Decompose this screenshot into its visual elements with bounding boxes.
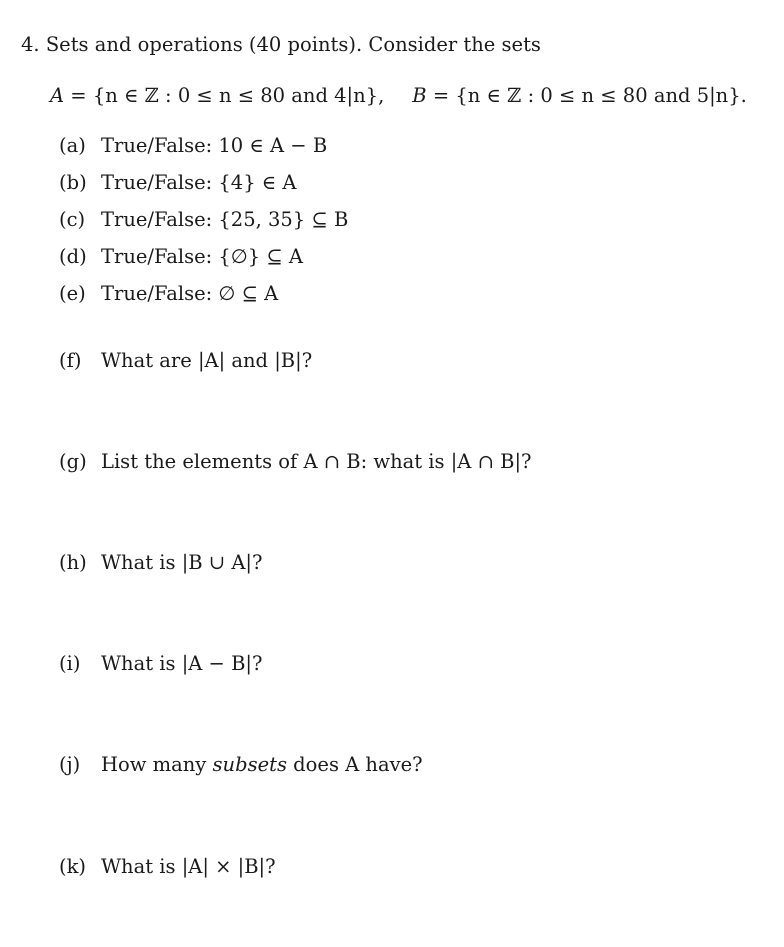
part-i bbox=[59, 651, 262, 677]
part-e bbox=[59, 281, 278, 307]
part-b bbox=[59, 170, 297, 196]
part-a bbox=[59, 133, 327, 159]
part-k-text: What is |A| × |B|? bbox=[101, 855, 276, 878]
part-h-label: (h) bbox=[59, 551, 87, 574]
set-a-body: = {n ∈ ℤ : 0 ≤ n ≤ 80 and 4|n}, bbox=[64, 84, 385, 107]
part-f-text: What are |A| and |B|? bbox=[101, 349, 313, 372]
part-j-text-after: does A have? bbox=[286, 753, 423, 776]
part-f-label: (f) bbox=[59, 349, 82, 372]
problem-intro: Consider the sets bbox=[368, 33, 541, 56]
part-j-emphasis: subsets bbox=[212, 753, 287, 776]
part-g-text: List the elements of A ∩ B: what is |A ∩ B|? bbox=[101, 450, 532, 473]
part-j-label: (j) bbox=[59, 753, 81, 776]
set-b-body: = {n ∈ ℤ : 0 ≤ n ≤ 80 and 5|n}. bbox=[426, 84, 747, 107]
part-g bbox=[59, 449, 531, 475]
part-d-label: (d) bbox=[59, 245, 87, 268]
part-a-label: (a) bbox=[59, 134, 86, 157]
part-a-text: True/False: 10 ∈ A − B bbox=[101, 134, 328, 157]
problem-title: Sets and operations (40 points). bbox=[45, 33, 363, 56]
set-definitions bbox=[50, 83, 747, 109]
part-d-text: True/False: {∅} ⊆ A bbox=[101, 245, 303, 268]
part-e-label: (e) bbox=[59, 282, 86, 305]
set-a-definition bbox=[50, 84, 384, 107]
part-i-text: What is |A − B|? bbox=[101, 652, 263, 675]
part-j bbox=[59, 752, 423, 778]
part-b-label: (b) bbox=[59, 171, 87, 194]
part-k bbox=[59, 854, 276, 880]
part-c-label: (c) bbox=[59, 208, 86, 231]
part-g-label: (g) bbox=[59, 450, 87, 473]
part-j-text-before: How many bbox=[101, 753, 213, 776]
part-i-label: (i) bbox=[59, 652, 81, 675]
part-h-text: What is |B ∪ A|? bbox=[101, 551, 263, 574]
part-b-text: True/False: {4} ∈ A bbox=[101, 171, 297, 194]
part-h bbox=[59, 550, 262, 576]
part-c bbox=[59, 207, 348, 233]
problem-number: 4. bbox=[21, 33, 40, 56]
set-b-definition bbox=[412, 84, 747, 107]
part-d bbox=[59, 244, 303, 270]
part-c-text: True/False: {25, 35} ⊆ B bbox=[101, 208, 349, 231]
part-f bbox=[59, 348, 312, 374]
part-k-label: (k) bbox=[59, 855, 87, 878]
set-a-symbol: A bbox=[50, 84, 65, 107]
set-b-symbol: B bbox=[412, 84, 427, 107]
part-e-text: True/False: ∅ ⊆ A bbox=[101, 282, 279, 305]
problem-header bbox=[21, 32, 541, 58]
